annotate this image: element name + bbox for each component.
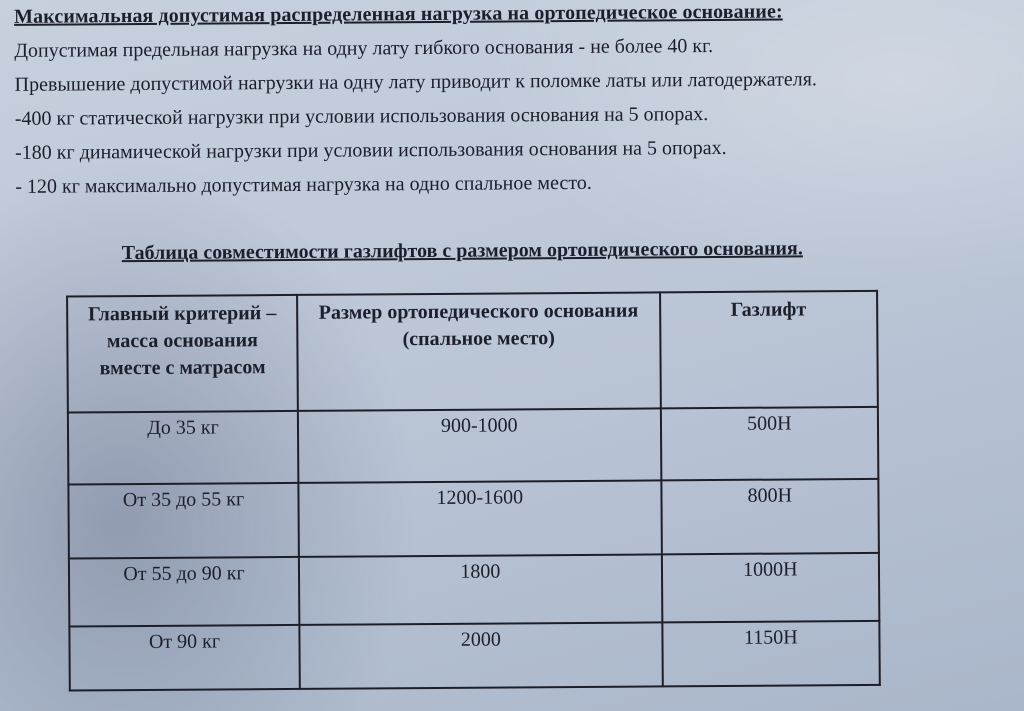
table-row: [69, 621, 879, 691]
header-gaslift: Газлифт: [660, 291, 878, 409]
table-header-row: [67, 291, 878, 413]
cell-size: 1200-1600: [298, 480, 661, 557]
cell-gaslift: 1150Н: [662, 621, 880, 687]
text-line-2: Превышение допустимой нагрузки на одну лату приводит к поломке латы или латодержателя.: [14, 68, 817, 96]
text-line-3: -400 кг статической нагрузки при условии использования основания на 5 опорах.: [14, 103, 709, 130]
header-mass-criterion: Главный критерий – масса основания вместе с матрасом: [67, 295, 298, 413]
table-row: [68, 479, 878, 559]
cell-size: 1800: [299, 554, 662, 625]
cell-size: 2000: [299, 622, 662, 689]
cell-mass: От 90 кг: [69, 625, 299, 691]
cell-gaslift: 800Н: [661, 479, 879, 555]
text-line-1: Допустимая предельная нагрузка на одну лату гибкого основания - не более 40 кг.: [14, 35, 714, 62]
cell-gaslift: 1000Н: [661, 553, 879, 623]
cell-gaslift: 500Н: [660, 407, 878, 481]
section-heading: Максимальная допустимая распределенная нагрузка на ортопедическое основание:: [14, 0, 783, 28]
cell-size: 900-1000: [298, 408, 661, 483]
cell-mass: До 35 кг: [68, 411, 299, 485]
compatibility-table: [66, 290, 881, 692]
table-title: Таблица совместимости газлифтов с размером ортопедического основания.: [121, 237, 803, 265]
text-line-4: -180 кг динамической нагрузки при условии использования основания на 5 опорах.: [14, 136, 727, 164]
header-base-size: Размер ортопедического основания (спальное место): [297, 292, 660, 411]
cell-mass: От 55 до 90 кг: [69, 557, 300, 627]
table-row: [69, 553, 879, 627]
cell-mass: От 35 до 55 кг: [68, 483, 299, 559]
table-row: [68, 407, 878, 485]
text-line-5: - 120 кг максимально допустимая нагрузка на одно спальное место.: [15, 171, 592, 198]
